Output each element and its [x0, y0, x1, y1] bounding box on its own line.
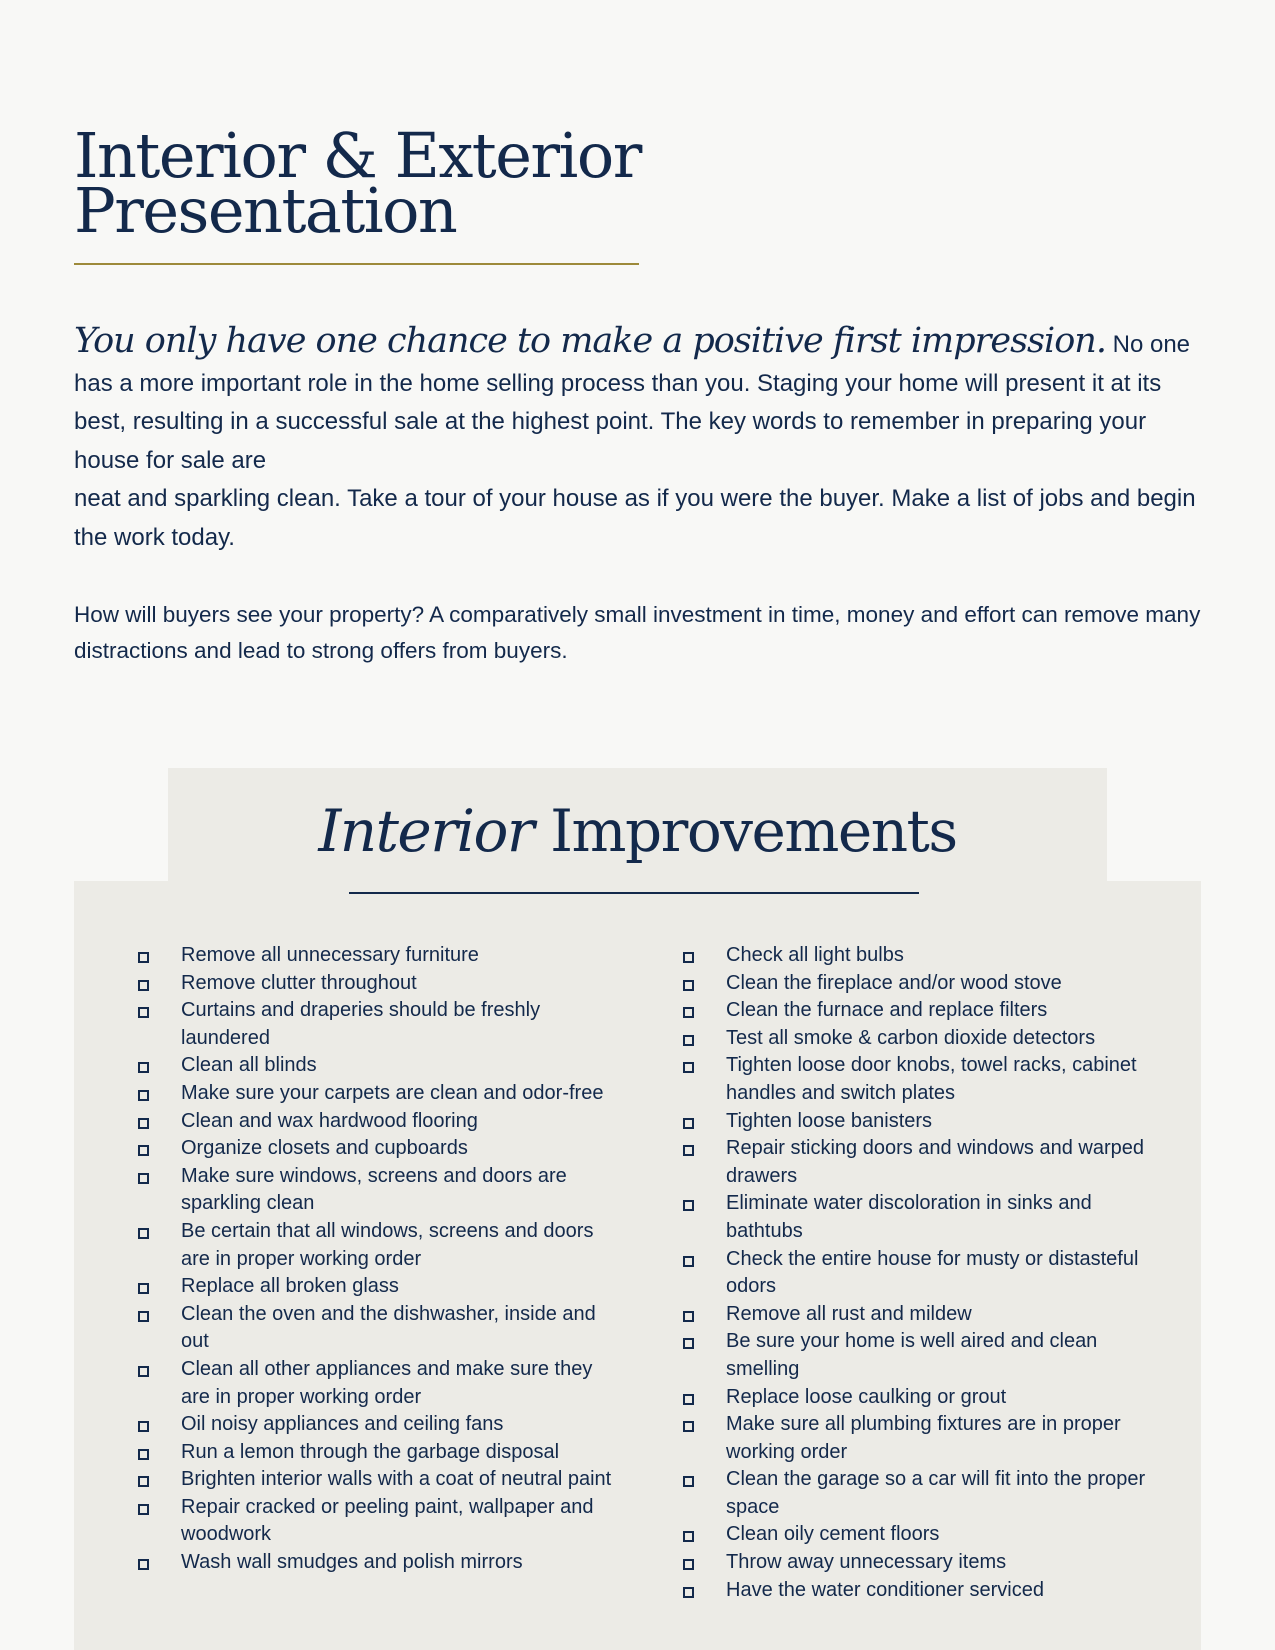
checklist-item-text: Brighten interior walls with a coat of neutral paint	[181, 1468, 612, 1491]
checklist-item-text: Clean the garage so a car will fit into the proper space	[726, 1468, 1146, 1518]
title-divider	[74, 263, 639, 265]
checklist-item-text: Make sure all plumbing fixtures are in proper working order	[726, 1413, 1121, 1463]
checklist-item-text: Clean and wax hardwood flooring	[181, 1109, 478, 1132]
checklist-item-text: Make sure windows, screens and doors are sparkling clean	[181, 1164, 567, 1215]
checkbox-icon[interactable]	[138, 980, 149, 991]
checklist-item-text: Throw away unnecessary items	[726, 1551, 1007, 1574]
checkbox-icon[interactable]	[683, 1531, 694, 1542]
checkbox-icon[interactable]	[138, 1366, 149, 1377]
checklist-item-text: Check the entire house for musty or distasteful odors	[726, 1247, 1139, 1298]
checklist-item	[135, 970, 625, 998]
checkbox-icon[interactable]	[683, 952, 694, 963]
checklist-item	[680, 1246, 1170, 1301]
checkbox-icon[interactable]	[138, 1007, 149, 1018]
checklist-left-column	[135, 942, 625, 1577]
intro-lead: You only have one chance to make a positive first impression.	[74, 321, 1106, 361]
checklist-item-text: Be certain that all windows, screens and doors are in proper working order	[181, 1219, 594, 1270]
checklist-item	[680, 1025, 1170, 1053]
checklist-item	[135, 1163, 625, 1218]
checklist-item	[135, 1411, 625, 1439]
checkbox-icon[interactable]	[683, 1311, 694, 1322]
checklist-item	[680, 1466, 1170, 1521]
checkbox-icon[interactable]	[683, 1476, 694, 1487]
checklist-item-text: Wash wall smudges and polish mirrors	[181, 1551, 523, 1574]
checklist-item-text: Clean oily cement floors	[726, 1523, 940, 1546]
checklist-item-text: Clean the furnace and replace filters	[726, 999, 1048, 1022]
checklist-item	[680, 1328, 1170, 1383]
checklist-item-text: Tighten loose banisters	[726, 1109, 933, 1132]
checklist-item-text: Tighten loose door knobs, towel racks, cabinet handles and switch plates	[726, 1054, 1137, 1104]
checklist-item	[135, 1439, 625, 1467]
checklist-item-text: Run a lemon through the garbage disposal	[181, 1440, 560, 1463]
checklist-item	[680, 1577, 1170, 1605]
section-heading	[168, 796, 1107, 866]
checklist-item-text: Oil noisy appliances and ceiling fans	[181, 1413, 504, 1436]
intro-paragraph	[74, 322, 1204, 557]
checkbox-icon[interactable]	[683, 1559, 694, 1570]
section-divider	[349, 892, 919, 894]
checklist-item-text: Remove clutter throughout	[181, 971, 417, 994]
checkbox-icon[interactable]	[138, 1559, 149, 1570]
checkbox-icon[interactable]	[683, 1421, 694, 1432]
checklist-item-text: Remove all rust and mildew	[726, 1302, 972, 1325]
section-heading-italic: Interior	[318, 797, 534, 865]
checklist-item	[135, 1052, 625, 1080]
intro-body-part-2: neat and sparkling clean. Take a tour of your house as if you were the buyer. Make a list of jobs and begin the work today.	[74, 485, 1196, 551]
checklist-item	[680, 942, 1170, 970]
checklist-item	[680, 1108, 1170, 1136]
checklist-item	[680, 997, 1170, 1025]
checkbox-icon[interactable]	[683, 1394, 694, 1405]
checkbox-icon[interactable]	[138, 1421, 149, 1432]
checkbox-icon[interactable]	[683, 1062, 694, 1073]
checklist-item	[680, 1384, 1170, 1412]
checklist-item	[135, 1301, 625, 1356]
checkbox-icon[interactable]	[138, 952, 149, 963]
checklist-item	[680, 1052, 1170, 1107]
checkbox-icon[interactable]	[683, 1200, 694, 1211]
checkbox-icon[interactable]	[138, 1118, 149, 1129]
checklist-item-text: Clean all blinds	[181, 1054, 317, 1077]
checkbox-icon[interactable]	[138, 1311, 149, 1322]
checklist-item	[135, 1135, 625, 1163]
checklist-item-text: Eliminate water discoloration in sinks and bathtubs	[726, 1192, 1092, 1242]
checkbox-icon[interactable]	[683, 1587, 694, 1598]
checklist-item-text: Clean the fireplace and/or wood stove	[726, 971, 1062, 994]
checklist-item	[135, 1466, 625, 1494]
checkbox-icon[interactable]	[683, 1007, 694, 1018]
checkbox-icon[interactable]	[683, 1256, 694, 1267]
checklist-item-text: Clean all other appliances and make sure they are in proper working order	[181, 1357, 593, 1408]
checklist-item-text: Test all smoke & carbon dioxide detectors	[726, 1026, 1096, 1049]
checkbox-icon[interactable]	[138, 1476, 149, 1487]
checkbox-icon[interactable]	[683, 1035, 694, 1046]
checklist-item	[680, 1411, 1170, 1466]
checkbox-icon[interactable]	[683, 1338, 694, 1349]
intro-body-part-1: No one has a more important role in the home selling process than you. Staging your home will present it at its best, resulting in a successful sale at the highest point. The key words to remember in preparing your house for sale are	[74, 331, 1191, 474]
checklist-item-text: Organize closets and cupboards	[181, 1137, 468, 1160]
checklist-item	[680, 1190, 1170, 1245]
checklist-item-text: Repair cracked or peeling paint, wallpaper and woodwork	[181, 1495, 594, 1546]
checklist-item	[135, 1356, 625, 1411]
checklist-item	[680, 1549, 1170, 1577]
checklist-item	[135, 1273, 625, 1301]
checkbox-icon[interactable]	[683, 980, 694, 991]
checklist-item	[680, 1521, 1170, 1549]
checklist-item	[680, 1301, 1170, 1329]
checkbox-icon[interactable]	[138, 1090, 149, 1101]
checkbox-icon[interactable]	[138, 1145, 149, 1156]
title-line-2: Presentation	[74, 174, 457, 247]
checklist-item	[135, 1108, 625, 1136]
checklist-item-text: Have the water conditioner serviced	[726, 1578, 1044, 1601]
checklist-item-text: Make sure your carpets are clean and odor-free	[181, 1081, 604, 1104]
title-line-1: Interior & Exterior	[74, 119, 641, 192]
intro-paragraph-2: How will buyers see your property? A comparatively small investment in time, money and effort can remove many distractions and lead to strong offers from buyers.	[74, 602, 1201, 663]
checklist-item-text: Curtains and draperies should be freshly laundered	[181, 999, 541, 1049]
checklist-item	[135, 1218, 625, 1273]
checklist-item-text: Clean the oven and the dishwasher, inside and out	[181, 1302, 596, 1353]
page-title	[74, 119, 674, 247]
checklist-item-text: Replace loose caulking or grout	[726, 1385, 1007, 1408]
section-heading-rest: Improvements	[550, 797, 957, 865]
checklist-item-text: Be sure your home is well aired and clean smelling	[726, 1330, 1098, 1380]
checklist-right-column	[680, 942, 1170, 1604]
checklist-item	[680, 970, 1170, 998]
checklist-item	[135, 942, 625, 970]
checklist-item-text: Repair sticking doors and windows and warped drawers	[726, 1137, 1145, 1187]
checkbox-icon[interactable]	[138, 1062, 149, 1073]
checklist-item	[135, 1494, 625, 1549]
checklist-item	[135, 1080, 625, 1108]
checkbox-icon[interactable]	[683, 1118, 694, 1129]
checklist-item-text: Check all light bulbs	[726, 944, 904, 966]
checkbox-icon[interactable]	[138, 1283, 149, 1294]
checkbox-icon[interactable]	[138, 1449, 149, 1460]
checkbox-icon[interactable]	[138, 1173, 149, 1184]
checklist-item-text: Replace all broken glass	[181, 1275, 399, 1298]
checkbox-icon[interactable]	[683, 1145, 694, 1156]
checklist-item-text: Remove all unnecessary furniture	[181, 944, 479, 966]
checkbox-icon[interactable]	[138, 1504, 149, 1515]
checklist-item	[680, 1135, 1170, 1190]
checklist-item	[135, 997, 625, 1052]
checkbox-icon[interactable]	[138, 1228, 149, 1239]
checklist-item	[135, 1549, 625, 1577]
